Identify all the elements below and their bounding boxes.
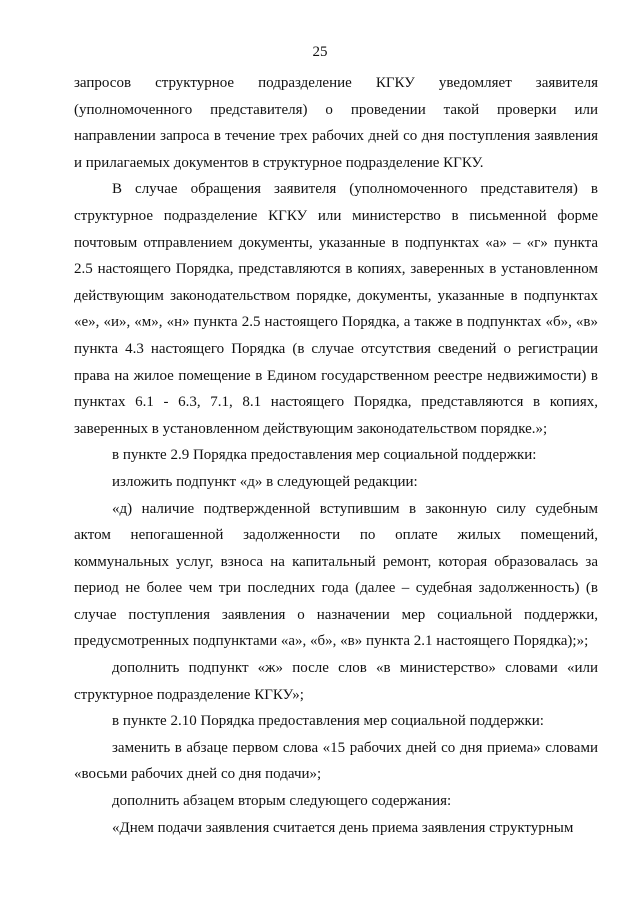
paragraph: «Днем подачи заявления считается день приема заявления структурным: [112, 819, 574, 836]
paragraph: В случае обращения заявителя (уполномоченного представителя) в структурное подразделение КГКУ или министерство в письменной форме почтовым отправлением документы, указанные в подпунктах «а» – «г» пункта 2.5 настоящего Порядка, представляются в копиях, заверенных в установленном действующим законодательством порядке, документы, указанные в подпунктах «е», «и», «м», «н» пункта 2.5 настоящего Порядка, а также в подпунктах «б», «в» пункта 4.3 настоящего Порядка (в случае отсутствия сведений о регистрации права на жилое помещение в Едином государственном реестре недвижимости) в пунктах 6.1 - 6.3, 7.1, 8.1 настоящего Порядка, представляются в копиях, заверенных в установленном действующим законодательством порядке.»;: [74, 181, 598, 437]
paragraph: в пункте 2.9 Порядка предоставления мер социальной поддержки:: [112, 447, 537, 464]
paragraph: изложить подпункт «д» в следующей редакции:: [112, 473, 418, 490]
paragraph: «д) наличие подтвержденной вступившим в законную силу судебным актом непогашенной задолженности по оплате жилых помещений, коммунальных услуг, взноса на капитальный ремонт, которая образовалась за период не более чем три последних года (далее – судебная задолженность) (в случае поступления заявления о назначении мер социальной поддержки, предусмотренных подпунктами «а», «б», «в» пункта 2.1 настоящего Порядка);»;: [74, 500, 598, 650]
paragraph: дополнить подпункт «ж» после слов «в министерство» словами «или структурное подразделение КГКУ»;: [74, 660, 598, 703]
paragraph: дополнить абзацем вторым следующего содержания:: [112, 793, 452, 810]
page-number: 25: [312, 44, 328, 60]
document-body: [74, 70, 598, 841]
paragraph: заменить в абзаце первом слова «15 рабочих дней со дня приема» словами «восьми рабочих дней со дня подачи»;: [74, 739, 598, 783]
paragraph: запросов структурное подразделение КГКУ уведомляет заявителя (уполномоченного представителя) о проведении такой проверки или направлении запроса в течение трех рабочих дней со дня поступления заявления и прилагаемых документов в структурное подразделение КГКУ.: [74, 75, 598, 171]
paragraph: в пункте 2.10 Порядка предоставления мер социальной поддержки:: [112, 713, 544, 730]
